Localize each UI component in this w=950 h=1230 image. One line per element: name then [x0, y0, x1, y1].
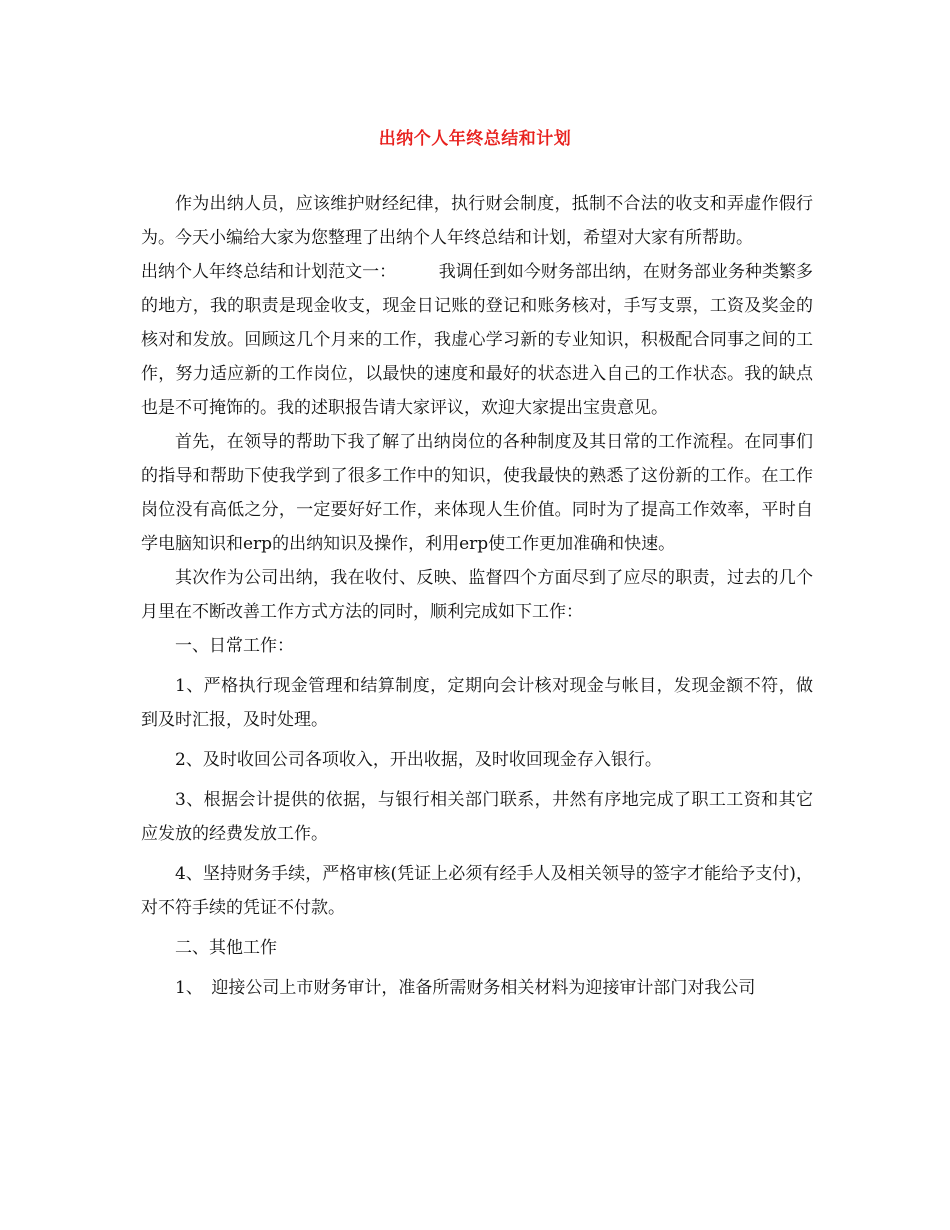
paragraph-first: 首先，在领导的帮助下我了解了出纳岗位的各种制度及其日常的工作流程。在同事们的指导和帮助下使我学到了很多工作中的知识，使我最快的熟悉了这份新的工作。在工作岗位没有高低之分，一定要好好工作，来体现人生价值。同时为了提高工作效率，平时自学电脑知识和erp的出纳知识及操作，利用erp使工作更加准确和快速。: [141, 432, 813, 554]
list-item: 3、根据会计提供的依据，与银行相关部门联系，井然有序地完成了职工工资和其它应发放的经费发放工作。: [141, 790, 813, 844]
document-title: 出纳个人年终总结和计划: [378, 129, 572, 149]
list-item: 1、严格执行现金管理和结算制度，定期向会计核对现金与帐目，发现金额不符，做到及时汇报，及时处理。: [141, 676, 813, 730]
section-heading-daily-work: 一、日常工作：: [175, 636, 294, 656]
list-item: 2、及时收回公司各项收入，开出收据，及时收回现金存入银行。: [175, 750, 662, 770]
document-body: [141, 187, 813, 1005]
paragraph-second: 其次作为公司出纳，我在收付、反映、监督四个方面尽到了应尽的职责，过去的几个月里在不断改善工作方式方法的同时，顺利完成如下工作：: [141, 568, 813, 622]
paragraph-sample-one: 出纳个人年终总结和计划范文一： 我调任到如今财务部出纳，在财务部业务种类繁多的地方，我的职责是现金收支，现金日记账的登记和账务核对，手写支票，工资及奖金的核对和发放。回顾这几个月来的工作，我虚心学习新的专业知识，积极配合同事之间的工作，努力适应新的工作岗位，以最快的速度和最好的状态进入自己的工作状态。我的缺点也是不可掩饰的。我的述职报告请大家评议，欢迎大家提出宝贵意见。: [141, 262, 813, 418]
list-item: 4、坚持财务手续，严格审核(凭证上必须有经手人及相关领导的签字才能给予支付)，对不符手续的凭证不付款。: [141, 864, 813, 918]
paragraph-intro: 作为出纳人员，应该维护财经纪律，执行财会制度，抵制不合法的收支和弄虚作假行为。今天小编给大家为您整理了出纳个人年终总结和计划，希望对大家有所帮助。: [141, 194, 813, 248]
list-item: 1、 迎接公司上市财务审计，准备所需财务相关材料为迎接审计部门对我公司: [175, 978, 756, 998]
section-heading-other-work: 二、其他工作: [175, 938, 277, 958]
